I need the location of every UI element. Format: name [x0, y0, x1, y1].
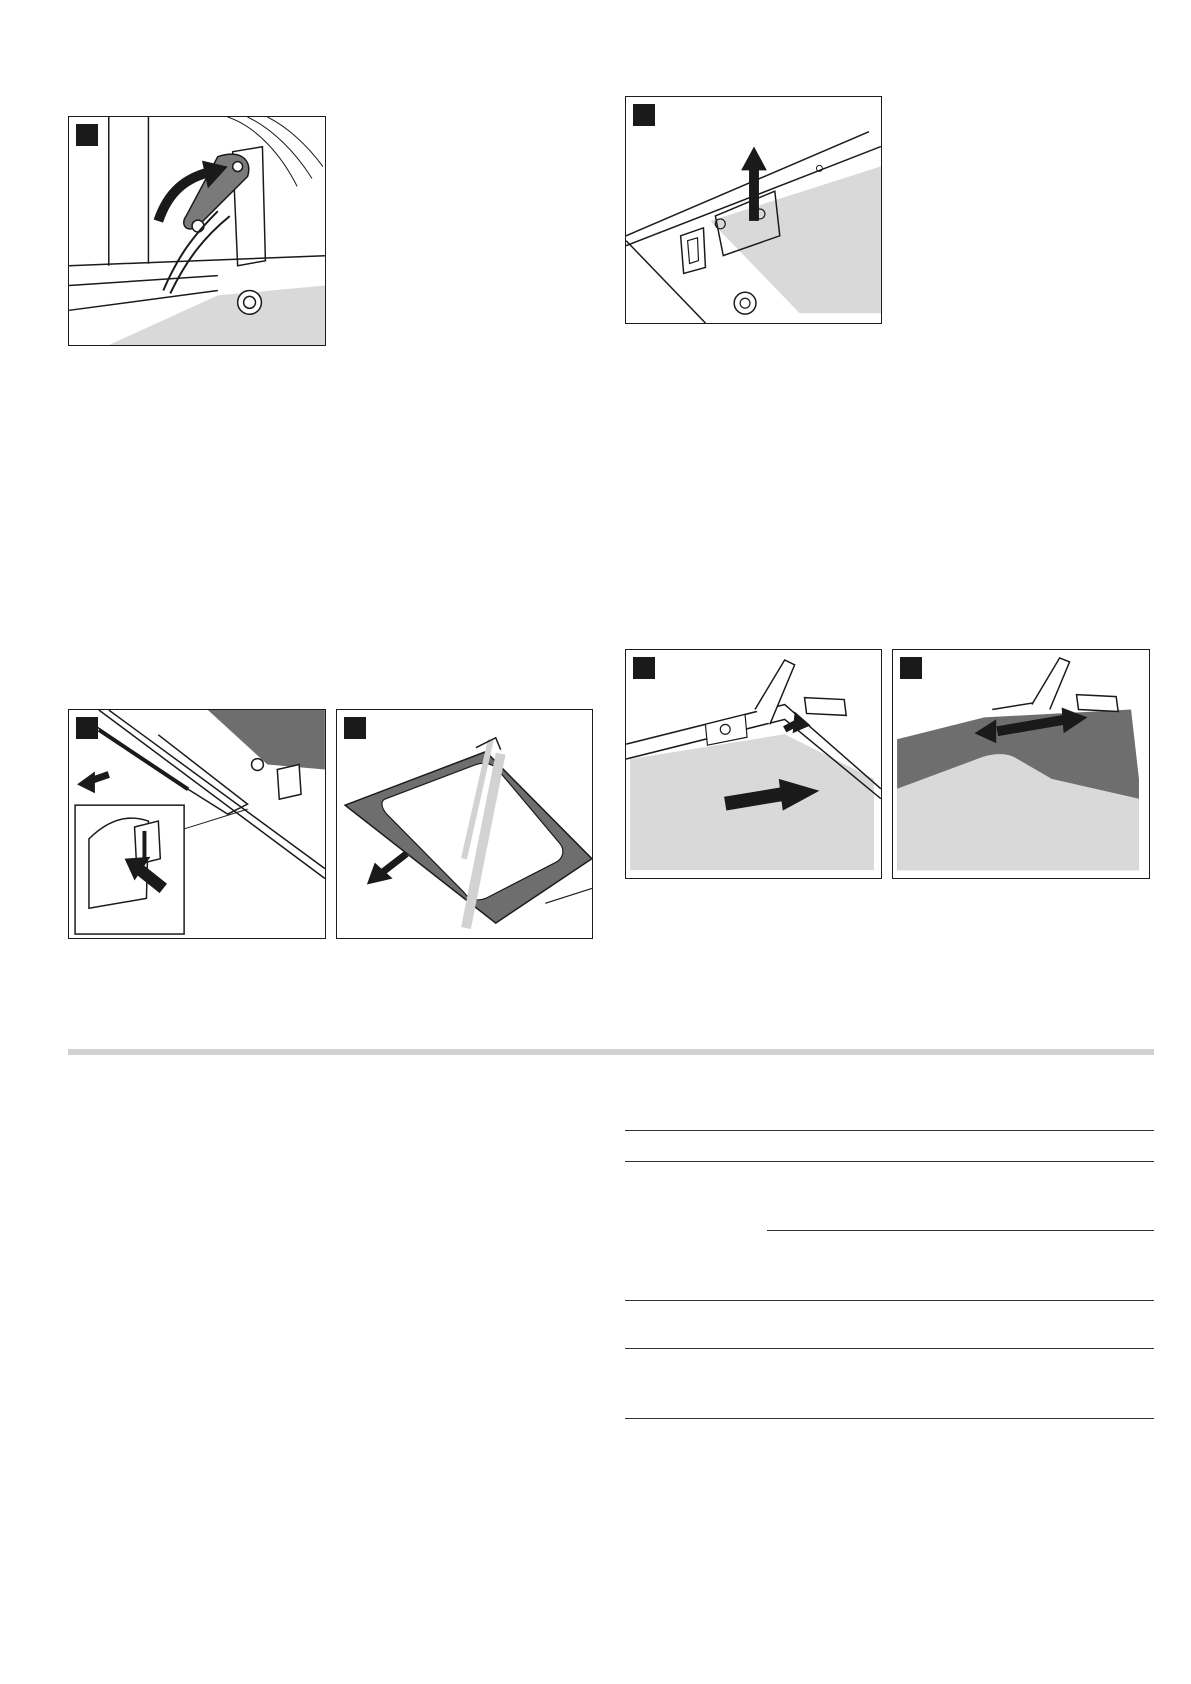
door-cover-clip-press-illustration [69, 710, 325, 938]
hinge-lever-flip-illustration [69, 117, 325, 345]
figure-glass-push [892, 649, 1150, 879]
figure-hinge-lift [625, 96, 882, 324]
section-divider [68, 1049, 1154, 1055]
figure-hinge-lever [68, 116, 326, 346]
figure-door-glass [336, 709, 593, 939]
glass-slide-in-illustration [626, 650, 881, 878]
hinge-lift-up-illustration [626, 97, 881, 323]
table-rule-sub [767, 1230, 1154, 1231]
table-rule-row [625, 1348, 1154, 1349]
figure-door-cover-clip [68, 709, 326, 939]
figure-glass-slide-in [625, 649, 882, 879]
glass-push-into-holder-illustration [893, 650, 1149, 878]
door-glass-pull-out-illustration [337, 710, 592, 938]
table-rule-row [625, 1300, 1154, 1301]
table-rule-header-bottom [625, 1161, 1154, 1162]
table-rule-header-top [625, 1130, 1154, 1131]
table-rule-bottom [625, 1418, 1154, 1419]
